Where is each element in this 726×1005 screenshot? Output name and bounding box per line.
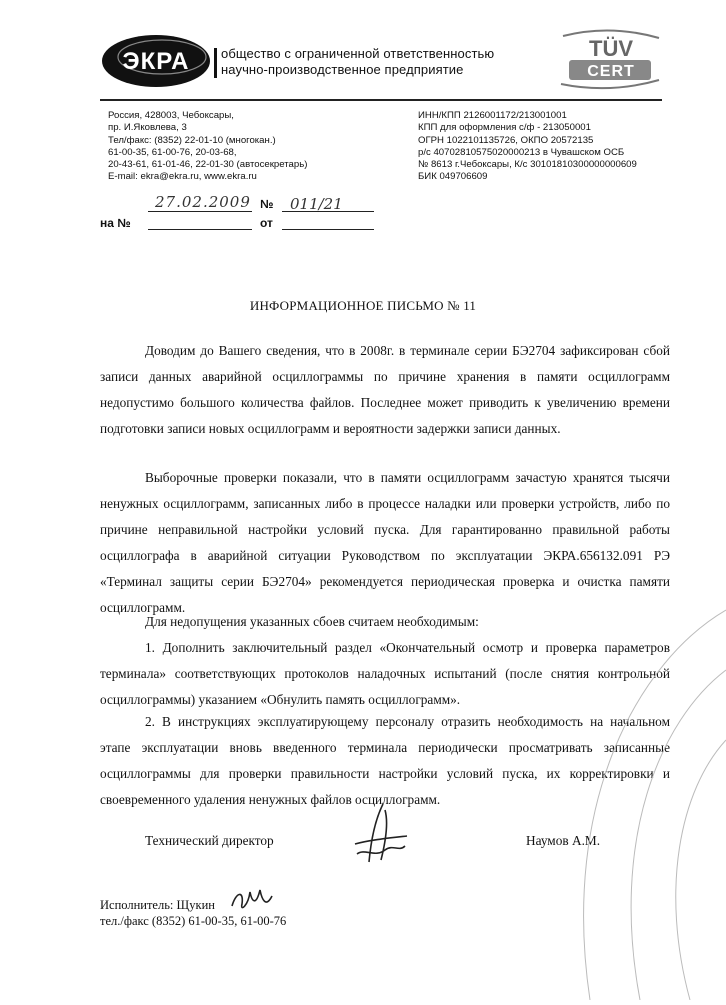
- na-label: на №: [100, 216, 131, 230]
- company-line-1: общество с ограниченной ответственностью: [221, 46, 495, 61]
- logo-text: ЭКРА: [122, 48, 190, 75]
- requisites-line: БИК 049706609: [418, 171, 488, 183]
- address-line: 20-43-61, 61-01-46, 22-01-30 (автосекретарь): [108, 159, 308, 171]
- signatory-name: Наумов А.М.: [526, 833, 601, 848]
- tuv-text: TÜV: [589, 36, 633, 61]
- ot-label: от: [260, 216, 273, 230]
- executor-signature: [228, 882, 276, 916]
- list-item-1: 1. Дополнить заключительный раздел «Окончательный осмотр и проверка параметров терминала» соответствующих протоколов наладочных испытаний (после снятия контрольной осциллограммы) указанием «Обнулить память осциллограмм».: [100, 640, 670, 707]
- list-item-2: 2. В инструкциях эксплуатирующему персоналу отразить необходимость на начальном этапе эксплуатации вновь введенного терминала периодически просматривать записанные осциллограммы для проверки правильности настройки условий пуска, их корректировки и своевременного удаления ненужных файлов осциллограмм.: [100, 714, 670, 807]
- director-signature: [345, 800, 415, 870]
- address-line: E-mail: ekra@ekra.ru, www.ekra.ru: [108, 171, 257, 183]
- ot-line: [282, 229, 374, 230]
- address-line: Россия, 428003, Чебоксары,: [108, 110, 234, 121]
- header-rule: [100, 99, 662, 101]
- address-line: 61-00-35, 61-00-76, 20-03-68,: [108, 146, 237, 158]
- address-line: Тел/факс: (8352) 22-01-10 (многокан.): [108, 134, 276, 146]
- address-line: пр. И.Яковлева, 3: [108, 122, 187, 134]
- outgoing-number: 011/21: [290, 195, 343, 213]
- company-line-2: научно-производственное предприятие: [221, 62, 464, 77]
- paragraph-2: Выборочные проверки показали, что в памяти осциллограмм зачастую хранятся тысячи ненужных осциллограмм, записанных либо в процессе наладки или проверки устройств, либо по причине неправильной настройки условий пуска. Для гарантированно правильной работы осциллографа в аварийной ситуации Руководством по эксплуатации ЭКРА.656132.091 РЭ «Терминал защиты серии БЭ2704» рекомендуется периодическая проверка и очистка памяти осциллограмм.: [100, 470, 670, 615]
- cert-text: CERT: [587, 63, 635, 80]
- number-label: №: [260, 197, 274, 211]
- requisites-line: ОГРН 1022101135726, ОКПО 20572135: [418, 134, 594, 146]
- executor-phone: тел./факс (8352) 61-00-35, 61-00-76: [100, 914, 287, 928]
- company-name: [221, 46, 494, 78]
- requisites-line: ИНН/КПП 2126001172/213001001: [418, 110, 567, 121]
- na-line: [148, 229, 252, 230]
- date-line: [148, 211, 252, 212]
- letter-title: ИНФОРМАЦИОННОЕ ПИСЬМО № 11: [249, 298, 477, 313]
- requisites-line: № 8613 г.Чебоксары, К/с 30101810300000000609: [418, 159, 637, 171]
- header-divider: [214, 48, 217, 78]
- signatory-position: Технический директор: [145, 833, 274, 848]
- outgoing-date: 27.02.2009: [155, 193, 251, 211]
- requisites-line: р/с 40702810575020000213 в Чувашском ОСБ: [418, 146, 625, 158]
- ekra-logo: [100, 33, 212, 89]
- address-block: [108, 110, 307, 184]
- paragraph-1: Доводим до Вашего сведения, что в 2008г. в терминале серии БЭ2704 зафиксирован сбой записи данных аварийной осциллограммы по причине хранения в памяти осциллограмм недопустимо большого количества файлов. Последнее может приводить к увеличению времени подготовки записи новых осциллограмм и вероятности задержки записи данных.: [100, 343, 670, 436]
- tuv-cert-logo: [555, 28, 665, 92]
- paragraph-3: Для недопущения указанных сбоев считаем необходимым:: [145, 614, 479, 629]
- executor-name: Исполнитель: Щукин: [100, 898, 215, 912]
- requisites-line: КПП для оформления с/ф - 213050001: [418, 122, 591, 134]
- number-line: [282, 211, 374, 212]
- requisites-block: [418, 110, 637, 184]
- decorative-arcs: [440, 600, 726, 1000]
